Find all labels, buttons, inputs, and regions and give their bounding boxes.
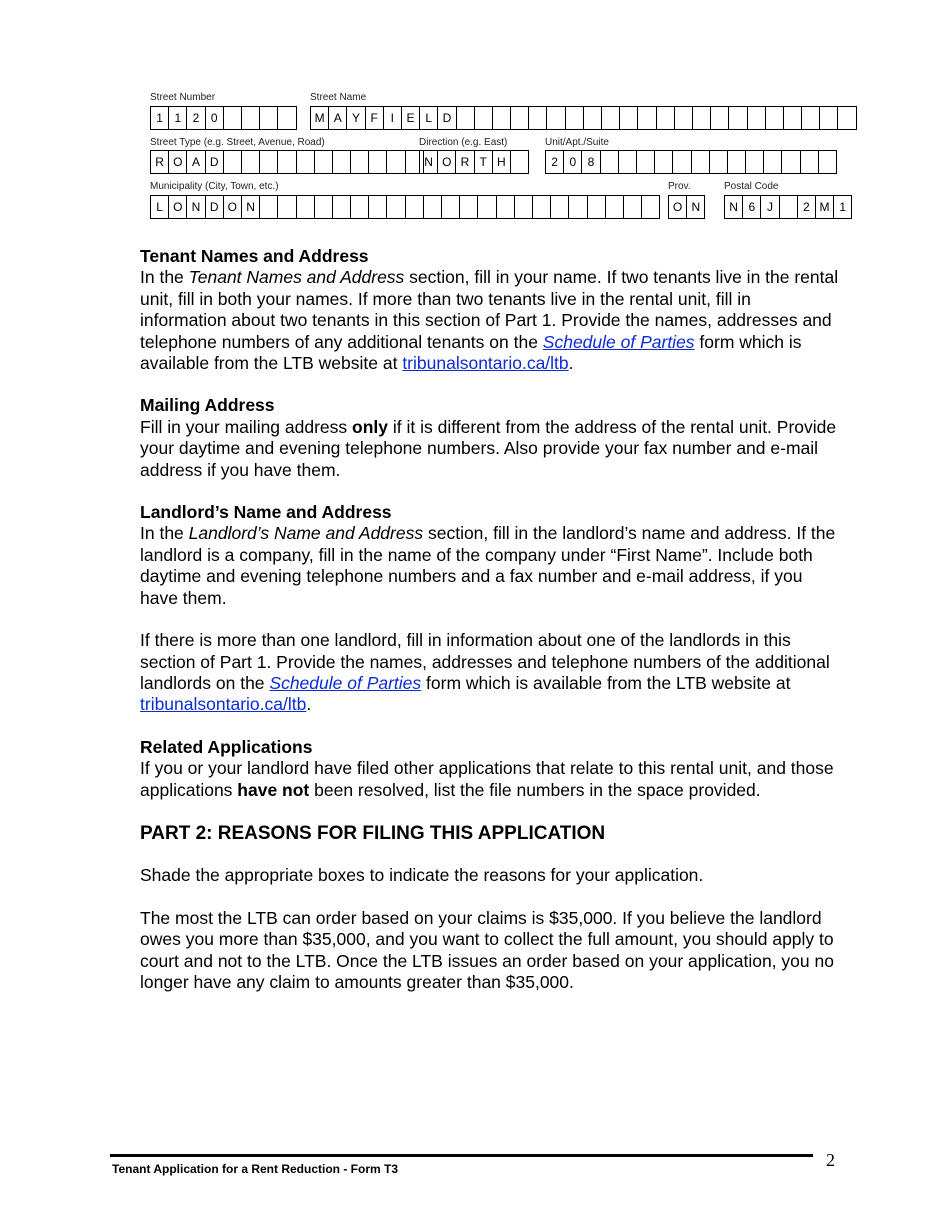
form-box [492,106,510,130]
form-box [763,150,781,174]
form-box: 2 [545,150,563,174]
municipality-boxes [150,195,660,219]
form-box: L [419,106,437,130]
form-box [618,150,636,174]
form-box [296,195,314,219]
form-box [386,195,404,219]
form-box [314,150,332,174]
form-box [514,195,532,219]
form-box: F [365,106,383,130]
form-box [623,195,641,219]
form-box [710,106,728,130]
form-box [728,106,746,130]
form-box [223,106,241,130]
form-box [223,150,241,174]
form-box [510,106,528,130]
postal-code-label: Postal Code [724,181,779,192]
landlord-paragraph: In the Landlord’s Name and Address section, fill in the landlord’s name and address. If the landlord is a company, fill in the name of the company under “First Name”. Include both daytime and evening telephone numbers and a fax number and e-mail address, if you have them. [140,523,836,608]
form-box: 0 [205,106,223,130]
form-box: N [241,195,259,219]
prov-boxes [668,195,705,219]
form-box [568,195,586,219]
form-box: O [168,150,186,174]
form-box: 6 [742,195,760,219]
form-box [781,150,799,174]
form-box [386,150,404,174]
unit-boxes [545,150,837,174]
mailing-heading: Mailing Address [140,395,275,416]
form-box [241,106,259,130]
form-box: 1 [833,195,852,219]
form-box [818,150,837,174]
form-box [779,195,797,219]
form-box [241,150,259,174]
tenant-heading: Tenant Names and Address [140,246,369,266]
form-box [277,195,295,219]
form-box [277,106,296,130]
form-box: 1 [150,106,168,130]
form-box [528,106,546,130]
form-box [601,106,619,130]
form-box [654,150,672,174]
form-box [800,150,818,174]
related-heading: Related Applications [140,736,313,757]
form-box: O [668,195,686,219]
form-box [259,195,277,219]
landlord-paragraph-2: If there is more than one landlord, fill in information about one of the landlords in this section of Part 1. Provide the names, addresses and telephone numbers of the additional landlords on the Schedule of Parties form which is available from the LTB website at tribunalsontario.ca/ltb. [140,630,830,715]
related-paragraph: If you or your landlord have filed other applications that relate to this rental unit, and those applications have not been resolved, list the file numbers in the space provided. [140,758,834,800]
form-box: N [724,195,742,219]
form-box [747,106,765,130]
form-box: O [168,195,186,219]
tenant-paragraph: In the Tenant Names and Address section, fill in your name. If two tenants live in the rental unit, fill in both your names. If more than two tenants live in the rental unit, fill in information about two tenants in this section of Part 1. Provide the names, addresses and telephone numbers of any additional tenants on the Schedule of Parties form which is available from the LTB website at tribunalsontario.ca/ltb. [140,267,839,374]
form-box [296,150,314,174]
footer-form-title: Tenant Application for a Rent Reduction - Form T3 [112,1162,399,1176]
form-box: L [150,195,168,219]
prov-label: Prov. [668,181,691,192]
form-box [605,195,623,219]
form-box: N [419,150,437,174]
street-type-label: Street Type (e.g. Street, Avenue, Road) [150,137,325,148]
form-box [641,195,660,219]
street-number-boxes [150,106,297,130]
form-box: A [328,106,346,130]
form-box: O [223,195,241,219]
form-box [691,150,709,174]
form-box [727,150,745,174]
form-box [692,106,710,130]
form-box [496,195,514,219]
ltb-website-link[interactable]: tribunalsontario.ca/ltb [140,694,307,715]
form-box: T [474,150,492,174]
form-box: H [492,150,510,174]
form-box: D [205,150,223,174]
part2-paragraph-1: Shade the appropriate boxes to indicate the reasons for your application. [140,865,704,886]
form-box: D [437,106,455,130]
form-box [423,195,441,219]
form-box: D [205,195,223,219]
direction-label: Direction (e.g. East) [419,137,508,148]
form-box [546,106,564,130]
form-box [350,195,368,219]
form-box [259,106,277,130]
form-box [259,150,277,174]
form-box: E [401,106,419,130]
form-box [459,195,477,219]
form-box [532,195,550,219]
address-form-example [150,90,850,220]
form-box [441,195,459,219]
form-box [314,195,332,219]
form-box [405,195,423,219]
form-box [600,150,618,174]
unit-label: Unit/Apt./Suite [545,137,609,148]
form-box [477,195,495,219]
form-box [277,150,295,174]
mailing-paragraph: Fill in your mailing address only if it is different from the address of the rental unit. Provide your daytime and evening telephone numbers. Also provide your fax number and e-mail address if you have them. [140,416,837,480]
form-box [456,106,474,130]
landlord-heading: Landlord’s Name and Address [140,502,392,523]
form-box [619,106,637,130]
form-box: 0 [563,150,581,174]
form-box [672,150,690,174]
form-box [368,195,386,219]
form-box [587,195,605,219]
instructions-body [140,246,840,993]
form-box [636,150,654,174]
street-name-label: Street Name [310,92,367,103]
form-box: Y [346,106,364,130]
form-box: R [150,150,168,174]
form-box [350,150,368,174]
street-number-label: Street Number [150,92,216,103]
form-box [332,195,350,219]
form-box [368,150,386,174]
form-box: M [310,106,328,130]
form-box [819,106,837,130]
form-box [332,150,350,174]
form-box [656,106,674,130]
form-box [510,150,529,174]
form-box [674,106,692,130]
form-box [637,106,655,130]
form-box: 8 [581,150,599,174]
direction-boxes [419,150,529,174]
form-box [474,106,492,130]
street-type-boxes [150,150,424,174]
part2-paragraph-2: The most the LTB can order based on your claims is $35,000. If you believe the landlord owes you more than $35,000, and you want to collect the full amount, you should apply to court and not to the LTB. Once the LTB issues an order based on your application, you no longer have any claim to amounts greater than $35,000. [140,907,834,992]
street-name-boxes [310,106,857,130]
postal-code-boxes [724,195,852,219]
footer-rule [110,1154,813,1157]
form-box: O [437,150,455,174]
form-box [583,106,601,130]
form-box [550,195,568,219]
form-box [801,106,819,130]
municipality-label: Municipality (City, Town, etc.) [150,181,279,192]
schedule-of-parties-link[interactable]: Schedule of Parties [269,672,422,693]
form-box: N [186,195,204,219]
page-number: 2 [826,1150,835,1170]
schedule-of-parties-link[interactable]: Schedule of Parties [542,331,695,352]
form-box [565,106,583,130]
form-box: J [760,195,778,219]
form-box [745,150,763,174]
form-box: R [455,150,473,174]
form-box [837,106,856,130]
form-box: A [186,150,204,174]
form-box: 2 [797,195,815,219]
form-box: M [815,195,833,219]
form-box: N [686,195,705,219]
form-box [709,150,727,174]
part2-heading: PART 2: REASONS FOR FILING THIS APPLICATION [140,822,606,844]
form-box [783,106,801,130]
form-box: I [383,106,401,130]
form-box [765,106,783,130]
ltb-website-link[interactable]: tribunalsontario.ca/ltb [402,353,569,374]
form-box: 1 [168,106,186,130]
form-box: 2 [186,106,204,130]
